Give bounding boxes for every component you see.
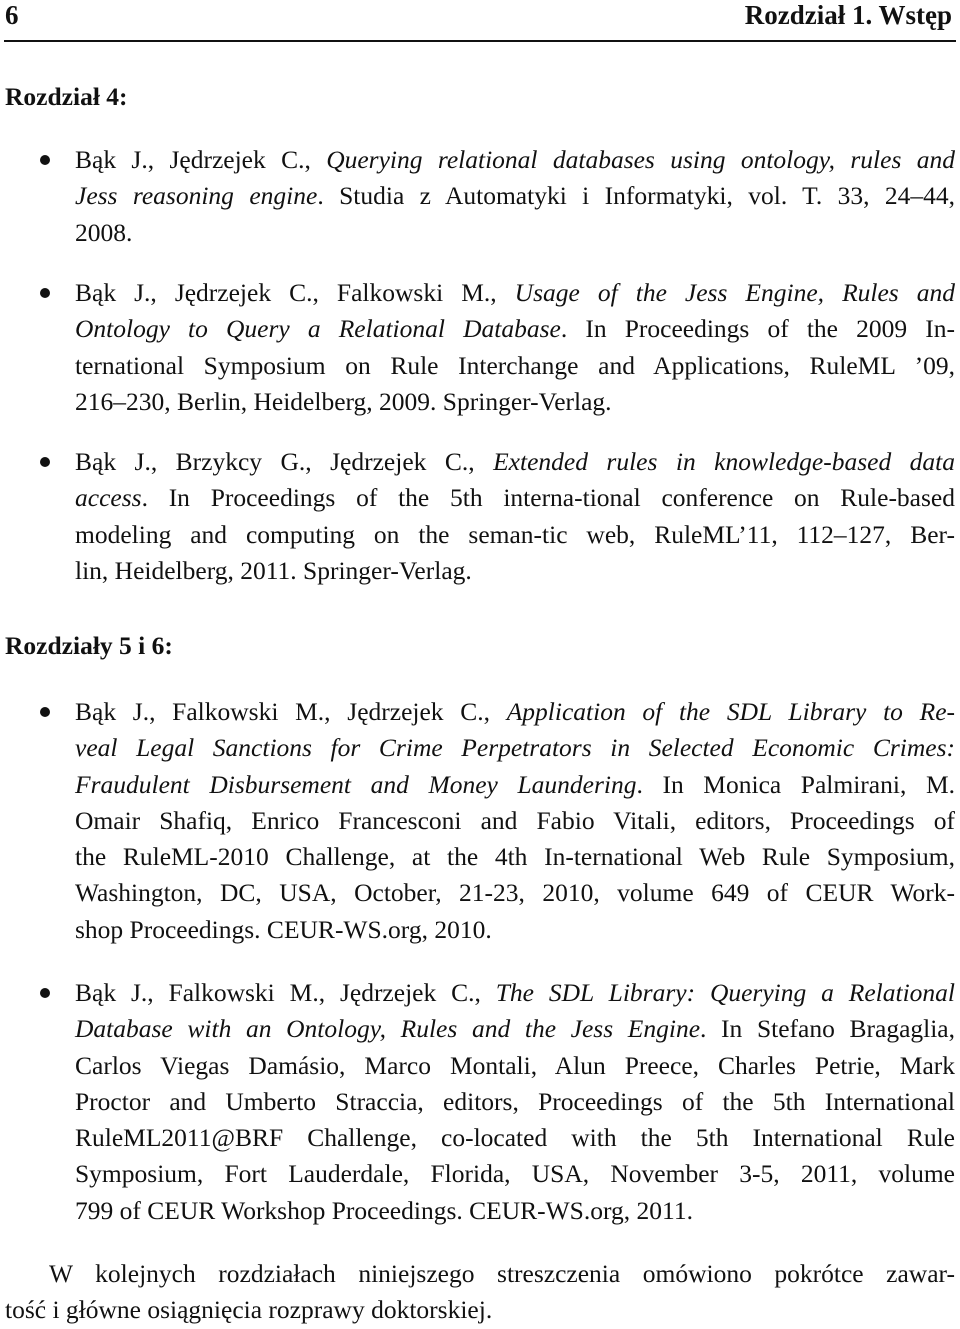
text-segment: Bąk J., Falkowski M., Jędrzejek C.,	[75, 697, 507, 726]
text-line	[75, 1084, 955, 1120]
text-segment: 2008.	[75, 217, 133, 247]
text-line	[75, 480, 955, 516]
text-line	[75, 839, 955, 875]
text-segment: modeling and computing on the seman-tic web, RuleML’11, 112–127, Ber-	[75, 519, 955, 549]
reference-entry	[75, 444, 955, 589]
closing-paragraph	[5, 1256, 955, 1329]
title-text: access	[75, 483, 142, 513]
text-line	[75, 1193, 955, 1229]
text-line	[75, 1011, 955, 1047]
text-line	[5, 1292, 955, 1328]
text-segment: . In Proceedings of the 5th interna-tional conference on Rule-based	[141, 483, 955, 513]
text-line	[75, 1156, 955, 1192]
text-line	[75, 803, 955, 839]
title-text: Extended rules in knowledge-based data	[493, 447, 955, 476]
bullet-icon	[40, 707, 50, 717]
text-line	[75, 975, 955, 1011]
text-line	[75, 730, 955, 766]
text-line	[75, 694, 955, 730]
running-title: Rozdział 1. Wstęp	[744, 0, 952, 30]
title-text: Jess reasoning engine	[75, 181, 318, 211]
text-segment: Bąk J., Jędrzejek C., Falkowski M.,	[75, 278, 515, 307]
text-line	[75, 215, 955, 251]
bullet-icon	[40, 988, 50, 998]
title-text: Database with an Ontology, Rules and the Jess Engine	[75, 1014, 701, 1044]
reference-entry	[75, 694, 955, 948]
title-text: Querying relational databases using ontology, rules and	[326, 145, 955, 174]
bullet-icon	[40, 155, 50, 165]
title-text: veal Legal Sanctions for Crime Perpetrators in Selected Economic Crimes:	[75, 733, 955, 763]
text-line	[75, 275, 955, 311]
text-line	[75, 142, 955, 178]
title-text: Ontology to Query a Relational Database	[75, 314, 561, 344]
reference-entry	[75, 142, 955, 251]
text-line	[75, 875, 955, 911]
section-heading-chapters-5-6: Rozdziały 5 i 6:	[5, 631, 173, 660]
text-segment: . Studia z Automatyki i Informatyki, vol. T. 33, 24–44,	[317, 181, 955, 211]
bullet-icon	[40, 457, 50, 467]
text-line	[75, 384, 955, 420]
page-header	[0, 0, 960, 44]
text-segment: W kolejnych rozdziałach niniejszego streszczenia omówiono pokrótce zawar-	[49, 1259, 955, 1288]
text-line	[75, 1120, 955, 1156]
text-line	[75, 912, 955, 948]
text-segment: . In Stefano Bragaglia,	[700, 1014, 955, 1044]
text-segment: Symposium, Fort Lauderdale, Florida, USA, November 3-5, 2011, volume	[75, 1159, 955, 1189]
bullet-icon	[40, 288, 50, 298]
title-text: The SDL Library: Querying a Relational	[495, 978, 955, 1007]
text-segment: 799 of CEUR Workshop Proceedings. CEUR-WS.org, 2011.	[75, 1195, 693, 1225]
text-segment: lin, Heidelberg, 2011. Springer-Verlag.	[75, 555, 472, 585]
header-rule	[4, 40, 956, 42]
text-segment: Omair Shafiq, Enrico Francesconi and Fabio Vitali, editors, Proceedings of	[75, 805, 955, 835]
text-segment: Bąk J., Jędrzejek C.,	[75, 145, 327, 174]
title-text: Usage of the Jess Engine, Rules and	[514, 278, 956, 307]
section-heading-chapter-4: Rozdział 4:	[5, 82, 128, 111]
text-line	[75, 444, 955, 480]
title-text: Application of the SDL Library to Re-	[506, 697, 956, 726]
text-line	[75, 553, 955, 589]
text-line	[75, 517, 955, 553]
reference-entry	[75, 275, 955, 420]
text-line	[5, 1256, 955, 1292]
page-number: 6	[5, 0, 19, 30]
text-line	[75, 311, 955, 347]
text-segment: Bąk J., Falkowski M., Jędrzejek C.,	[75, 978, 496, 1007]
text-segment: Bąk J., Brzykcy G., Jędrzejek C.,	[75, 447, 494, 476]
text-line	[75, 1048, 955, 1084]
text-segment: RuleML2011@BRF Challenge, co-located with the 5th International Rule	[75, 1123, 955, 1153]
text-segment: the RuleML-2010 Challenge, at the 4th In-ternational Web Rule Symposium,	[75, 842, 955, 872]
text-segment: 216–230, Berlin, Heidelberg, 2009. Springer-Verlag.	[75, 386, 612, 416]
text-line	[75, 348, 955, 384]
text-line	[75, 178, 955, 214]
text-segment: . In Proceedings of the 2009 In-	[560, 314, 955, 344]
text-segment: ternational Symposium on Rule Interchange and Applications, RuleML ’09,	[75, 350, 955, 380]
reference-entry	[75, 975, 955, 1229]
text-segment: Washington, DC, USA, October, 21-23, 2010, volume 649 of CEUR Work-	[75, 878, 955, 908]
text-segment: Proctor and Umberto Straccia, editors, Proceedings of the 5th International	[75, 1086, 955, 1116]
text-segment: Carlos Viegas Damásio, Marco Montali, Alun Preece, Charles Petrie, Mark	[75, 1050, 955, 1080]
text-line	[75, 767, 955, 803]
text-segment: . In Monica Palmirani, M.	[636, 769, 955, 799]
text-segment: shop Proceedings. CEUR-WS.org, 2010.	[75, 914, 492, 944]
text-segment: tość i główne osiągnięcia rozprawy doktorskiej.	[5, 1295, 493, 1325]
title-text: Fraudulent Disbursement and Money Laundering	[75, 769, 637, 799]
